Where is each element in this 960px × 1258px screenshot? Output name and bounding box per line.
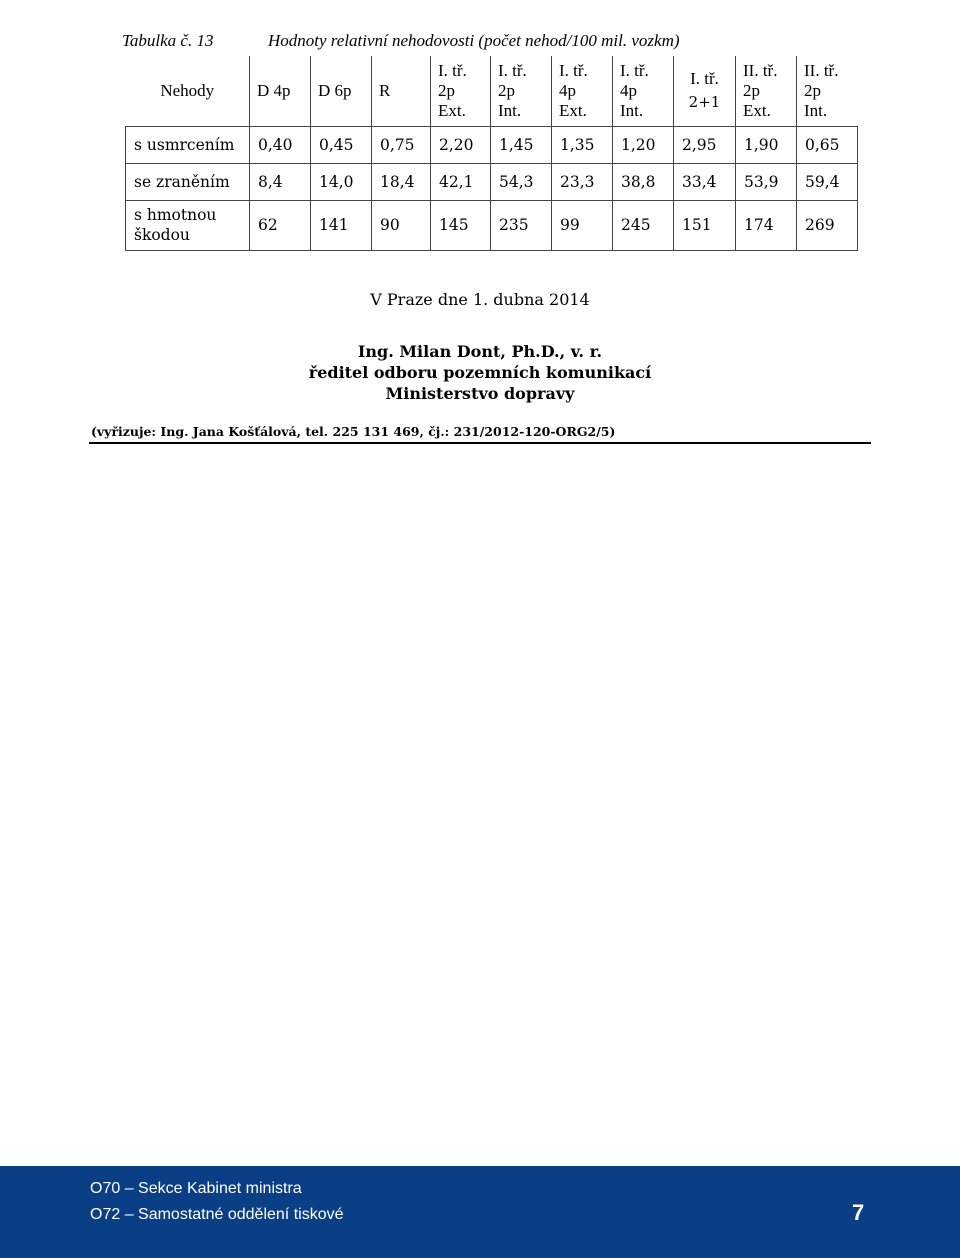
reference-line: (vyřizuje: Ing. Jana Košťálová, tel. 225 131 469, čj.: 231/2012-120-ORG2/5) xyxy=(91,424,616,439)
table-cell: 18,4 xyxy=(372,163,431,200)
footer-line-2: O72 – Samostatné oddělení tiskové xyxy=(90,1206,344,1223)
table-cell: 62 xyxy=(250,200,311,250)
header-col-3: R xyxy=(372,56,431,126)
header-col-8: I. tř. 2+1 xyxy=(674,56,736,126)
row-label: se zraněním xyxy=(126,163,250,200)
header-col-10: II. tř. 2p Int. xyxy=(797,56,858,126)
table-cell: 0,65 xyxy=(797,126,858,163)
table-cell: 0,40 xyxy=(250,126,311,163)
footer-line-1: O70 – Sekce Kabinet ministra xyxy=(90,1180,302,1197)
table-cell: 23,3 xyxy=(552,163,613,200)
table-cell: 14,0 xyxy=(311,163,372,200)
table-row xyxy=(126,126,858,163)
table-cell: 42,1 xyxy=(431,163,491,200)
header-col-1: D 4p xyxy=(250,56,311,126)
header-col-9: II. tř. 2p Ext. xyxy=(736,56,797,126)
table-cell: 53,9 xyxy=(736,163,797,200)
divider xyxy=(89,442,871,444)
table-cell: 269 xyxy=(797,200,858,250)
table-cell: 0,75 xyxy=(372,126,431,163)
table-title: Hodnoty relativní nehodovosti (počet nehod/100 mil. vozkm) xyxy=(268,31,680,50)
table-cell: 90 xyxy=(372,200,431,250)
header-row-label: Nehody xyxy=(126,56,250,126)
ministry-name: Ministerstvo dopravy xyxy=(385,384,575,403)
table-cell: 1,20 xyxy=(613,126,674,163)
page-number: 7 xyxy=(852,1200,865,1225)
table-cell: 1,35 xyxy=(552,126,613,163)
table-number: Tabulka č. 13 xyxy=(122,31,214,50)
table-cell: 174 xyxy=(736,200,797,250)
row-label: s usmrcením xyxy=(126,126,250,163)
table-cell: 145 xyxy=(431,200,491,250)
accident-rate-table xyxy=(125,56,858,251)
page-footer xyxy=(0,1166,960,1258)
table-cell: 0,45 xyxy=(311,126,372,163)
header-col-6: I. tř. 4p Ext. xyxy=(552,56,613,126)
place-date: V Praze dne 1. dubna 2014 xyxy=(370,290,590,309)
table-cell: 1,45 xyxy=(491,126,552,163)
table-cell: 2,95 xyxy=(674,126,736,163)
table-row xyxy=(126,163,858,200)
table-cell: 2,20 xyxy=(431,126,491,163)
row-label: s hmotnou škodou xyxy=(126,200,250,250)
table-cell: 1,90 xyxy=(736,126,797,163)
table-cell: 245 xyxy=(613,200,674,250)
table-cell: 33,4 xyxy=(674,163,736,200)
table-caption xyxy=(0,31,960,53)
table-header-row xyxy=(126,56,858,126)
header-col-7: I. tř. 4p Int. xyxy=(613,56,674,126)
signatory-name: Ing. Milan Dont, Ph.D., v. r. xyxy=(357,342,603,361)
header-col-2: D 6p xyxy=(311,56,372,126)
table-row xyxy=(126,200,858,250)
table-cell: 141 xyxy=(311,200,372,250)
table-cell: 235 xyxy=(491,200,552,250)
signatory-role: ředitel odboru pozemních komunikací xyxy=(308,363,652,382)
table-cell: 38,8 xyxy=(613,163,674,200)
table-cell: 59,4 xyxy=(797,163,858,200)
table-cell: 54,3 xyxy=(491,163,552,200)
header-col-5: I. tř. 2p Int. xyxy=(491,56,552,126)
table-cell: 151 xyxy=(674,200,736,250)
header-col-4: I. tř. 2p Ext. xyxy=(431,56,491,126)
table-cell: 99 xyxy=(552,200,613,250)
table-cell: 8,4 xyxy=(250,163,311,200)
